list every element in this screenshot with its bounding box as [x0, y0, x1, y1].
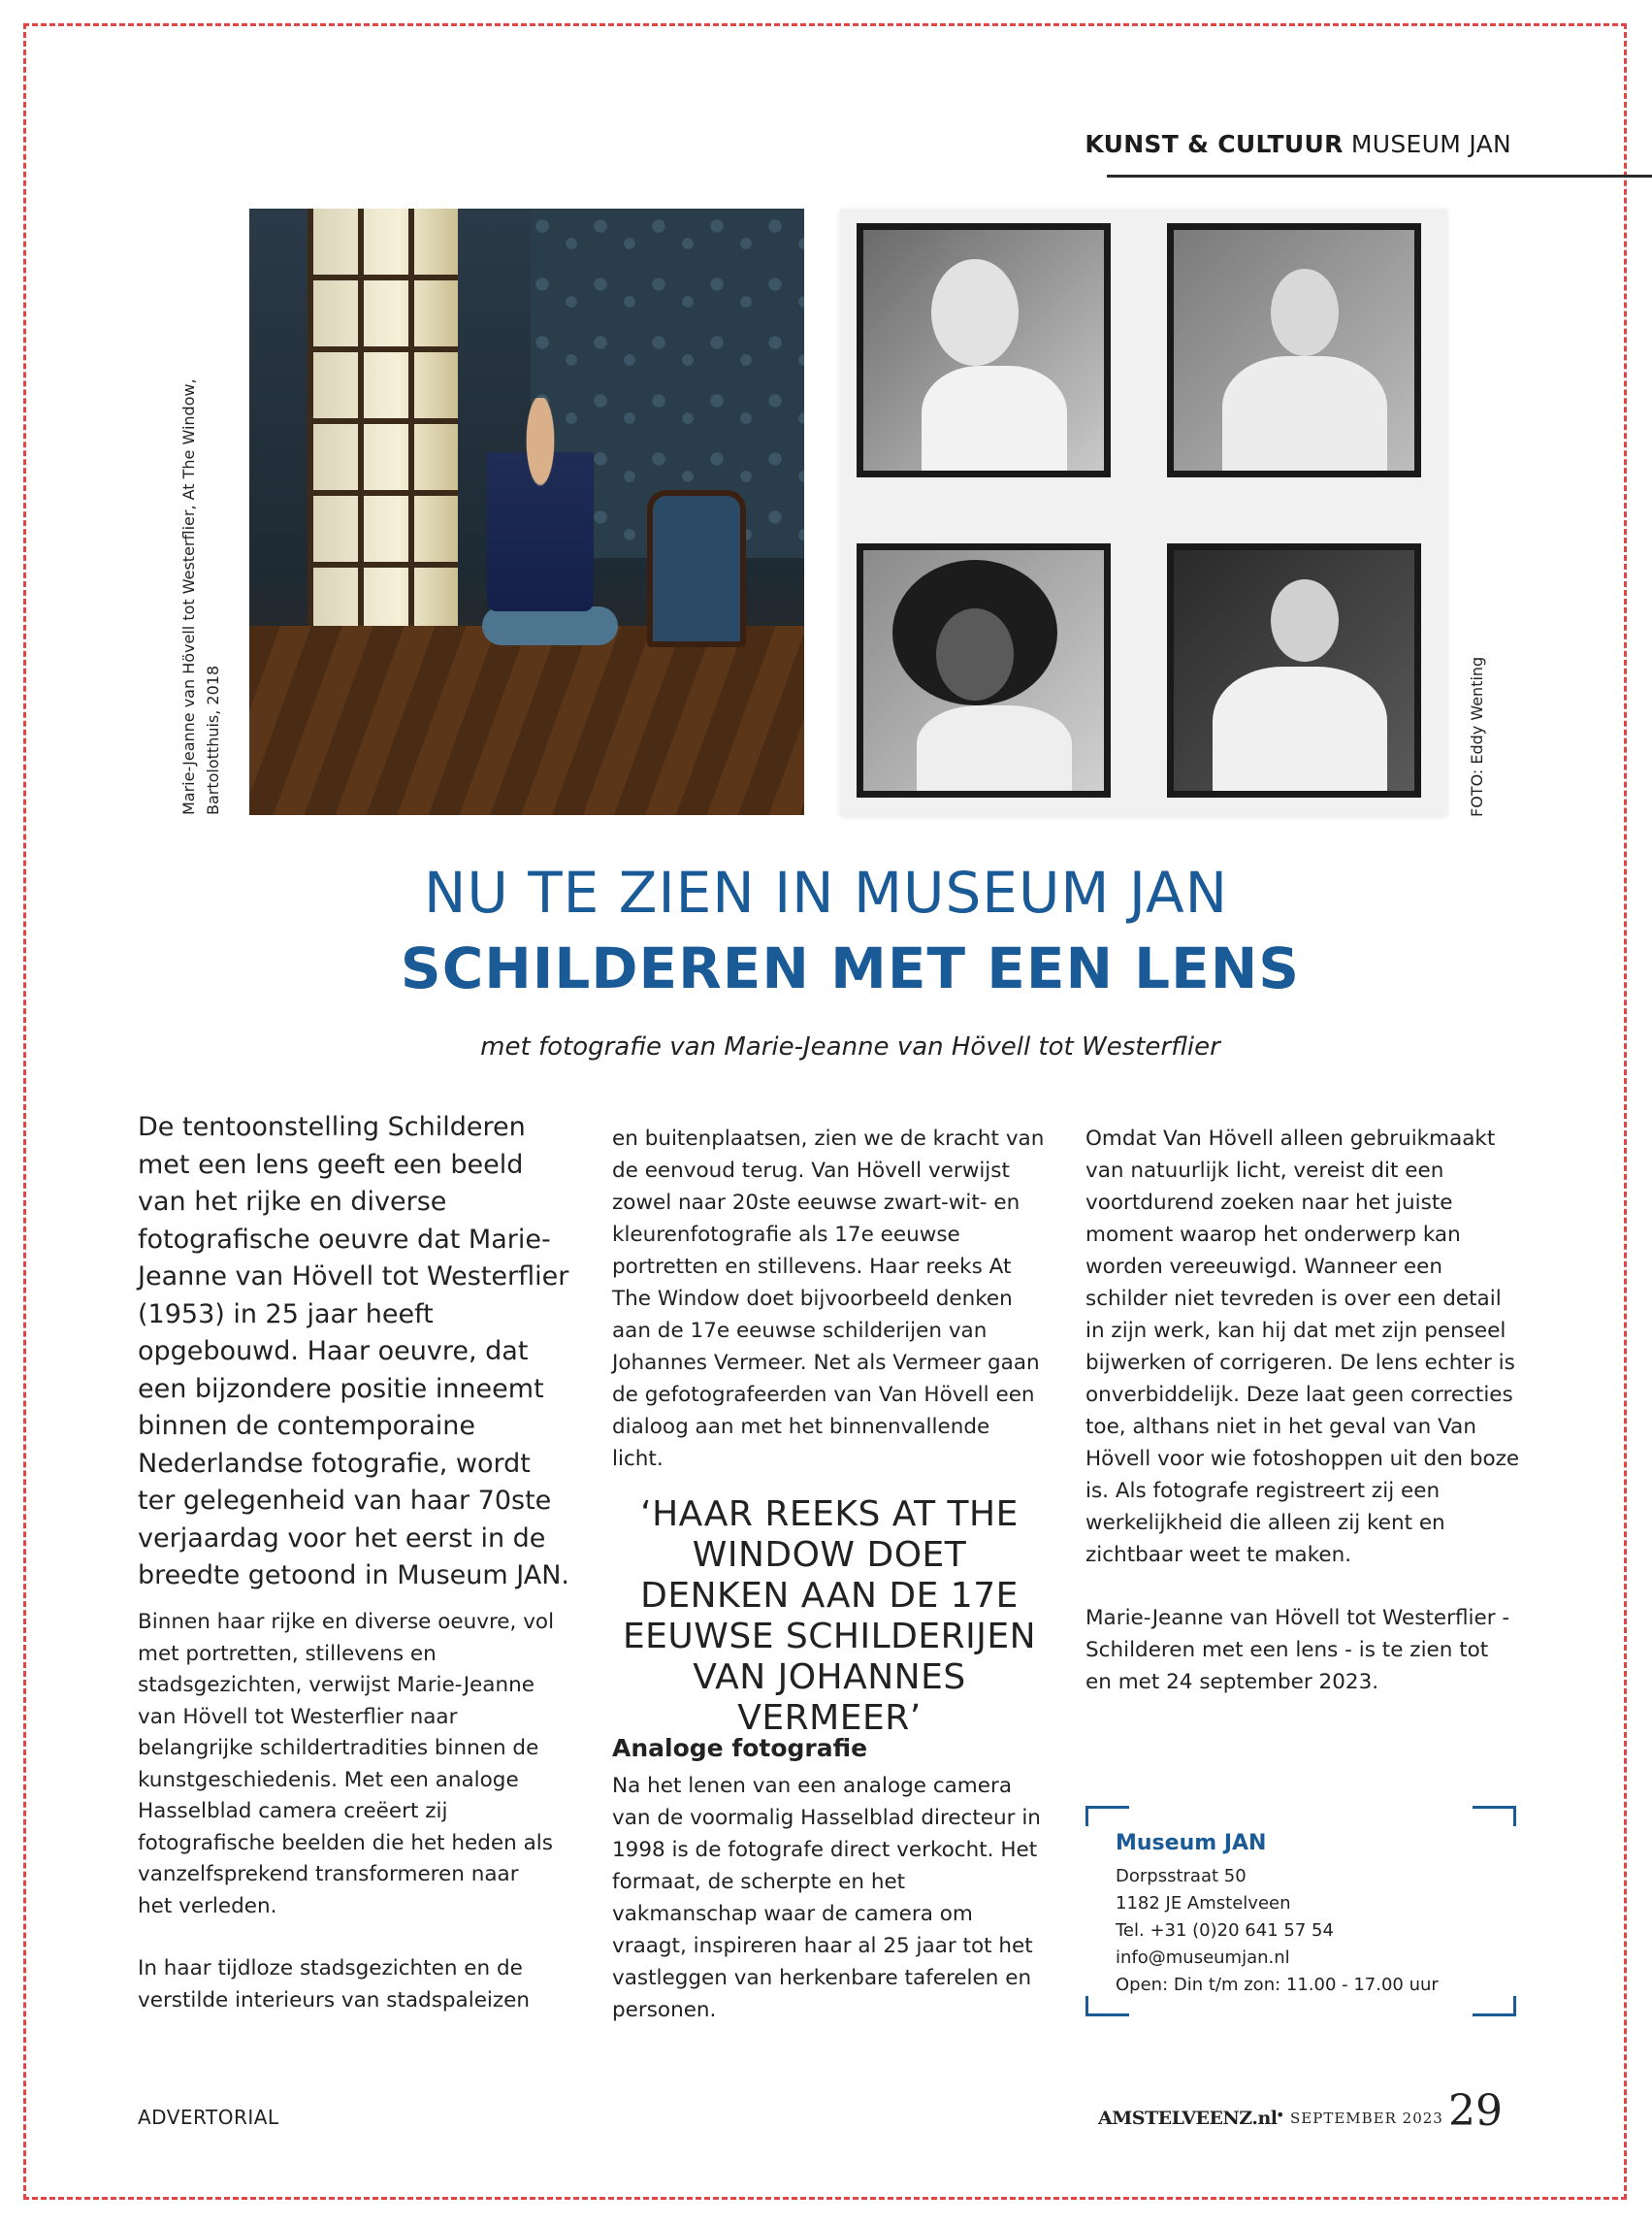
info-box-title: Museum JAN [1116, 1831, 1267, 1855]
paragraph: en buitenplaatsen, zien we de kracht van de eenvoud terug. Van Hövell verwijst zowel naar 20ste eeuwse zwart-wit- en kleurenfotografie als 17e eeuwse portretten en stillevens. Haar reeks At The Window doet bijvoorbeeld denken aan de 17e eeuwse schilderijen van Johannes Vermeer. Net als Vermeer gaan de gefotografeerden van Van Hövell een dialoog aan met het binnenvallende licht. [612, 1127, 1045, 1471]
photo-credit-left: Marie-Jeanne van Hövell tot Westerflier, At The Window, Bartolotthuis, 2018 [179, 378, 222, 815]
page-number: 29 [1448, 2086, 1503, 2136]
info-phone: Tel. +31 (0)20 641 57 54 [1116, 1920, 1334, 1941]
section-label: KUNST & CULTUUR [1085, 130, 1344, 158]
portrait-frame-1 [857, 223, 1111, 477]
footer-brand: AMSTELVEENZ.nl [1098, 2108, 1278, 2129]
column-left [138, 1607, 555, 2047]
column-middle [612, 1123, 1047, 1506]
photo-floor [249, 626, 804, 815]
paragraph: Omdat Van Hövell alleen gebruikmaakt van natuurlijk licht, vereist dit een voortdurend zoeken naar het juiste moment waarop het onderwerp kan worden vereeuwigd. Wanneer een schilder niet tevreden is over een detail in zijn werk, kan hij dat met zijn penseel bijwerken of corrigeren. De lens echter is onverbiddelijk. Deze laat geen correcties toe, althans niet in het geval van Van Hövell voor wie fotoshoppen uit den boze is. Als fotografe registreert zij een werkelijkheid die alleen zij kent en zichtbaar weet te maken. [1085, 1127, 1520, 1567]
column-middle-continued [612, 1770, 1047, 2026]
box-corner-top-right [1473, 1806, 1516, 1826]
article-kicker: NU TE ZIEN IN MUSEUM JAN [423, 860, 1229, 926]
photo-credit-right: FOTO: Eddy Wenting [1468, 656, 1486, 817]
paragraph: Binnen haar rijke en diverse oeuvre, vol met portretten, stillevens en stadsgezichten, verwijst Marie-Jeanne van Hövell tot Westerflier naar belangrijke schildertradities binnen de kunstgeschiedenis. Met een analoge Hasselblad camera creëert zij fotografische beelden die het heden als vanzelfsprekend transformeren naar het verleden. [138, 1610, 555, 1918]
info-postal: 1182 JE Amstelveen [1116, 1893, 1291, 1914]
footer-label: ADVERTORIAL [138, 2106, 279, 2129]
footer-separator: • [1276, 2106, 1285, 2124]
box-corner-bottom-left [1085, 1996, 1129, 2016]
lead-paragraph: De tentoonstelling Schilderen met een lens geeft een beeld van het rijke en diverse fotografische oeuvre dat Marie-Jeanne van Hövell tot Westerflier (1953) in 25 jaar heeft opgebouwd. Haar oeuvre, dat een bijzondere positie inneemt binnen de contemporaine Nederlandse fotografie, wordt ter gelegenheid van haar 70ste verjaardag voor het eerst in de breedte getoond in Museum JAN. [138, 1112, 570, 1590]
box-corner-bottom-right [1473, 1996, 1516, 2016]
info-address: Dorpsstraat 50 [1116, 1866, 1247, 1886]
subsection-label: MUSEUM JAN [1350, 130, 1511, 158]
portrait-frame-2 [1167, 223, 1421, 477]
column-right [1085, 1123, 1520, 1729]
portrait-1 [863, 230, 1104, 471]
photo-window-frame [308, 209, 458, 636]
footer-date: SEPTEMBER 2023 [1290, 2110, 1443, 2127]
portrait-2 [1174, 230, 1414, 471]
photo-woman-figure [487, 398, 594, 611]
subheading: Analoge fotografie [612, 1734, 868, 1762]
photo-stool [482, 606, 618, 645]
pull-quote: ‘HAAR REEKS AT THE WINDOW DOET DENKEN AAN DE 17E EEUWSE SCHILDERIJEN VAN JOHANNES VERMEER’ [622, 1494, 1037, 1738]
section-header [1085, 130, 1511, 158]
portrait-3 [863, 550, 1104, 791]
paragraph: Marie-Jeanne van Hövell tot Westerflier - Schilderen met een lens - is te zien tot en met 24 september 2023. [1085, 1606, 1510, 1694]
article-headline: SCHILDEREN MET EEN LENS [400, 935, 1301, 1001]
paragraph: Na het lenen van een analoge camera van de voormalig Hasselblad directeur in 1998 is de fotografe direct verkocht. Het formaat, de scherpte en het vakmanschap waar de camera om vraagt, inspireren haar al 25 jaar tot het vastleggen van herkenbare taferelen en personen. [612, 1774, 1041, 2022]
paragraph: In haar tijdloze stadsgezichten en de verstilde interieurs van stadspaleizen [138, 1956, 531, 2012]
portrait-frame-4 [1167, 543, 1421, 798]
photo-at-the-window [249, 209, 804, 815]
article-subtitle: met fotografie van Marie-Jeanne van Hövell tot Westerflier [480, 1032, 1220, 1062]
info-hours: Open: Din t/m zon: 11.00 - 17.00 uur [1116, 1975, 1439, 1995]
portrait-4 [1174, 550, 1414, 791]
info-email: info@museumjan.nl [1116, 1947, 1290, 1968]
info-box-details [1116, 1863, 1439, 1999]
header-rule [1107, 175, 1652, 178]
photo-portrait-wall [840, 209, 1447, 815]
box-corner-top-left [1085, 1806, 1129, 1826]
photo-chair [647, 490, 746, 647]
portrait-frame-3 [857, 543, 1111, 798]
